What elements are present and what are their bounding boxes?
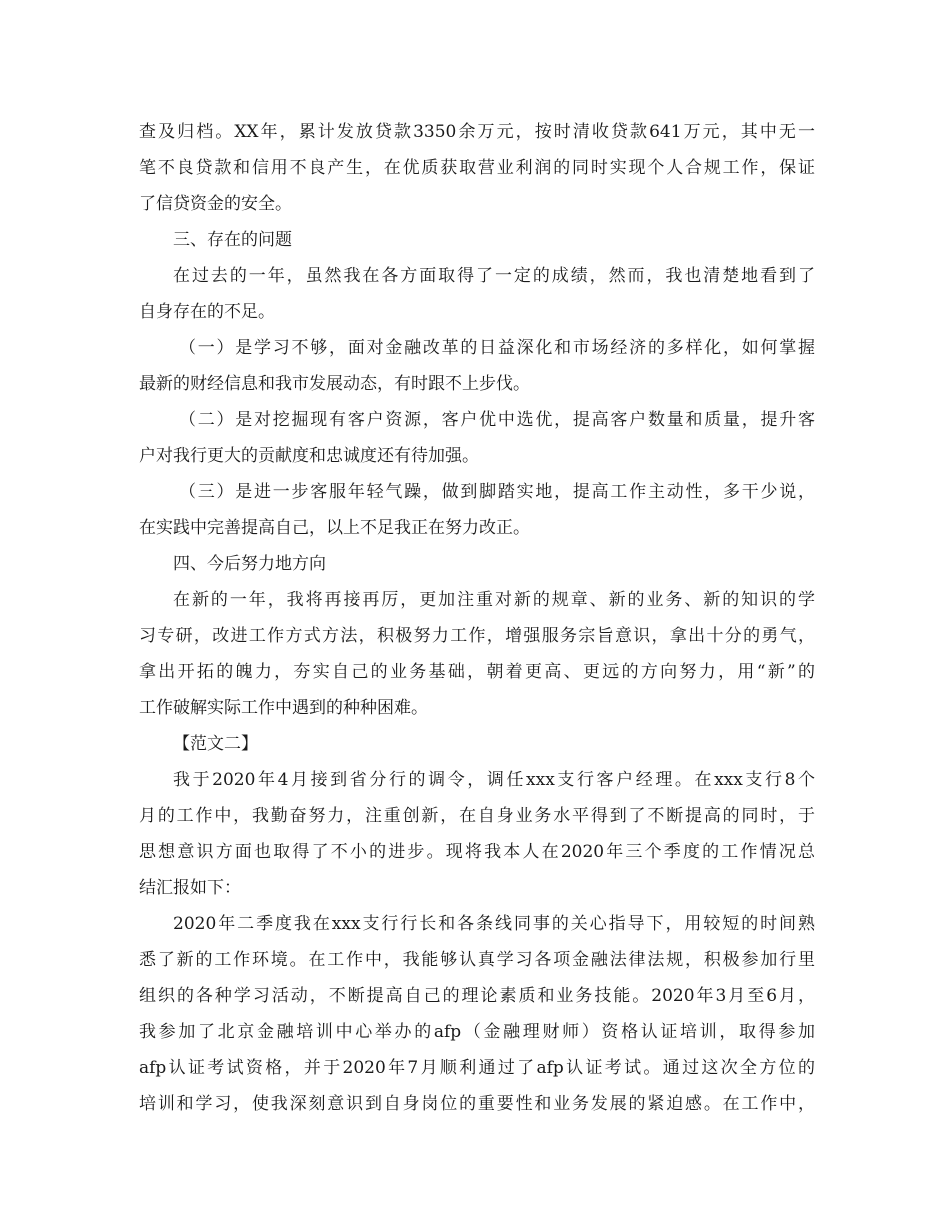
text-line-22: 结汇报如下： bbox=[139, 878, 241, 898]
text-line-9: （二）是对挖掘现有客户资源，客户优中选优，提高客户数量和质量，提升客 bbox=[179, 410, 815, 430]
text-line-5: 在过去的一年，虽然我在各方面取得了一定的成绩，然而，我也清楚地看到了 bbox=[173, 266, 815, 286]
section-heading-problems: 三、存在的问题 bbox=[173, 230, 292, 250]
text-line-1: 查及归档。XX年，累计发放贷款3350余万元，按时清收贷款641万元，其中无一 bbox=[139, 122, 815, 142]
document-body bbox=[139, 114, 815, 1122]
text-line-17: 工作破解实际工作中遇到的种种困难。 bbox=[139, 698, 428, 718]
text-line-6: 自身存在的不足。 bbox=[139, 302, 275, 322]
text-line-27: afp认证考试资格，并于2020年7月顺利通过了afp认证考试。通过这次全方位的 bbox=[139, 1058, 815, 1078]
text-line-3: 了信贷资金的安全。 bbox=[139, 194, 292, 214]
text-line-15: 习专研，改进工作方式方法，积极努力工作，增强服务宗旨意识，拿出十分的勇气， bbox=[139, 626, 815, 646]
text-line-19: 我于2020年4月接到省分行的调令，调任xxx支行客户经理。在xxx支行8个 bbox=[173, 770, 815, 790]
text-line-21: 思想意识方面也取得了不小的进步。现将我本人在2020年三个季度的工作情况总 bbox=[139, 842, 815, 862]
sample-two-heading: 【范文二】 bbox=[173, 734, 258, 754]
text-line-20: 月的工作中，我勤奋努力，注重创新，在自身业务水平得到了不断提高的同时，于 bbox=[139, 806, 815, 826]
text-line-16: 拿出开拓的魄力，夯实自己的业务基础，朝着更高、更远的方向努力，用“新”的 bbox=[139, 662, 815, 682]
text-line-8: 最新的财经信息和我市发展动态，有时跟不上步伐。 bbox=[139, 374, 530, 394]
text-line-2: 笔不良贷款和信用不良产生，在优质获取营业利润的同时实现个人合规工作，保证 bbox=[139, 158, 815, 178]
text-line-23: 2020年二季度我在xxx支行行长和各条线同事的关心指导下，用较短的时间熟 bbox=[173, 914, 815, 934]
text-line-28: 培训和学习，使我深刻意识到自身岗位的重要性和业务发展的紧迫感。在工作中， bbox=[139, 1094, 815, 1114]
text-line-24: 悉了新的工作环境。在工作中，我能够认真学习各项金融法律法规，积极参加行里 bbox=[139, 950, 815, 970]
text-line-10: 户对我行更大的贡献度和忠诚度还有待加强。 bbox=[139, 446, 479, 466]
text-line-14: 在新的一年，我将再接再厉，更加注重对新的规章、新的业务、新的知识的学 bbox=[173, 590, 815, 610]
text-line-25: 组织的各种学习活动，不断提高自己的理论素质和业务技能。2020年3月至6月， bbox=[139, 986, 815, 1006]
text-line-7: （一）是学习不够，面对金融改革的日益深化和市场经济的多样化，如何掌握 bbox=[179, 338, 815, 358]
text-line-11: （三）是进一步客服年轻气躁，做到脚踏实地，提高工作主动性，多干少说， bbox=[179, 482, 815, 502]
text-line-12: 在实践中完善提高自己，以上不足我正在努力改正。 bbox=[139, 518, 530, 538]
section-heading-direction: 四、今后努力地方向 bbox=[173, 554, 326, 574]
text-line-26: 我参加了北京金融培训中心举办的afp（金融理财师）资格认证培训，取得参加 bbox=[139, 1022, 815, 1042]
